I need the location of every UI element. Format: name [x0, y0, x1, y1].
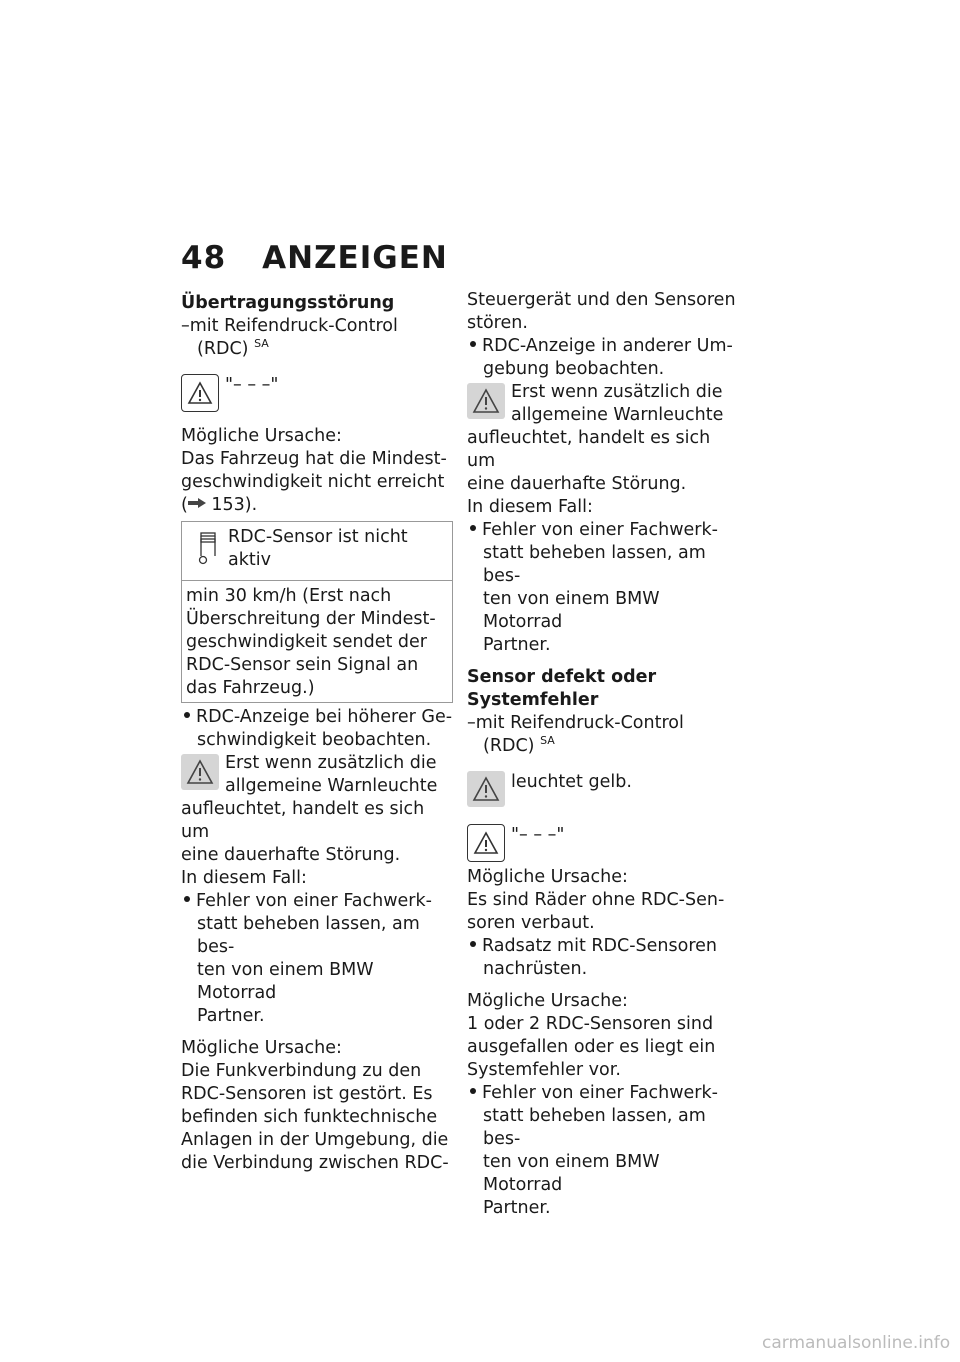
cause-text: Anlagen in der Umgebung, die	[181, 1130, 449, 1150]
list-item-cont: gebung beobachten.	[483, 359, 665, 379]
section-heading: Systemfehler	[467, 690, 599, 710]
cause-text: Das Fahrzeug hat die Mindest-	[181, 449, 447, 469]
option-note	[181, 315, 453, 338]
bullet-dot	[184, 896, 190, 902]
arrow-right-icon	[188, 498, 206, 508]
in-case-label: In diesem Fall:	[181, 868, 307, 888]
list-item-cont: statt beheben lassen, am bes-	[483, 1106, 706, 1149]
bullet-text: RDC-Anzeige bei höherer Ge-	[196, 707, 453, 727]
cause-text: Systemfehler vor.	[467, 1060, 621, 1080]
display-row	[181, 374, 453, 412]
list-item-cont: statt beheben lassen, am bes-	[483, 543, 706, 586]
right-column	[467, 289, 739, 1220]
cause-label: Mögliche Ursache:	[467, 867, 628, 887]
dash: –	[181, 316, 190, 336]
cause-text: Die Funkverbindung zu den	[181, 1061, 422, 1081]
list-item	[181, 890, 453, 913]
option-note	[467, 712, 739, 735]
bullet-text: Fehler von einer Fachwerk-	[482, 1083, 718, 1103]
note-header	[182, 522, 452, 581]
chapter-title: ANZEIGEN	[262, 240, 448, 276]
warning-triangle-icon	[467, 383, 505, 419]
tire-sensor-icon	[188, 526, 228, 572]
list-item	[467, 1082, 739, 1105]
display-row	[467, 824, 739, 862]
note-line: Überschreitung der Mindest-	[186, 609, 436, 629]
bullet-text: Radsatz mit RDC-Sensoren	[482, 936, 718, 956]
warning-text: eine dauerhafte Störung.	[181, 845, 401, 865]
note-line: RDC-Sensor sein Signal an	[186, 655, 419, 675]
warning-text: allgemeine Warnleuchte	[511, 405, 724, 425]
list-item-cont: ten von einem BMW Motorrad	[483, 1152, 660, 1195]
warning-triangle-icon	[181, 374, 219, 412]
cause-text: stören.	[467, 313, 528, 333]
warning-triangle-icon	[467, 824, 505, 862]
yellow-indicator-row	[467, 771, 739, 807]
cause-text: soren verbaut.	[467, 913, 595, 933]
option-sup: SA	[254, 337, 269, 351]
bullet-dot	[184, 712, 190, 718]
cause-label: Mögliche Ursache:	[181, 1038, 342, 1058]
note-body	[182, 581, 452, 702]
display-text: "– – –"	[225, 375, 279, 395]
bullet-dot	[470, 341, 476, 347]
section-heading: Sensor defekt oder	[467, 667, 657, 687]
list-item-cont: statt beheben lassen, am bes-	[197, 914, 420, 957]
bullet-text: Fehler von einer Fachwerk-	[196, 891, 432, 911]
list-item	[181, 706, 453, 729]
dash: –	[467, 713, 476, 733]
list-item	[467, 935, 739, 958]
bullet-text: RDC-Anzeige in anderer Um-	[482, 336, 733, 356]
option-sup: SA	[540, 734, 555, 748]
option-rdc: (RDC)	[197, 339, 249, 359]
page-reference[interactable]: 153).	[211, 495, 258, 515]
bullet-dot	[470, 941, 476, 947]
list-item-cont: ten von einem BMW Motorrad	[197, 960, 374, 1003]
warning-triangle-icon	[181, 754, 219, 790]
option-text: mit Reifendruck-Control	[189, 316, 398, 336]
cause-text: geschwindigkeit nicht erreicht	[181, 472, 445, 492]
warning-text: aufleuchtet, handelt es sich um	[467, 428, 711, 471]
note-line: geschwindigkeit sendet der	[186, 632, 427, 652]
cause-label: Mögliche Ursache:	[467, 991, 628, 1011]
option-text: mit Reifendruck-Control	[475, 713, 684, 733]
list-item-cont: Partner.	[483, 635, 551, 655]
list-item-cont: Partner.	[197, 1006, 265, 1026]
in-case-label: In diesem Fall:	[467, 497, 593, 517]
warning-triangle-icon	[467, 771, 505, 807]
cause-text: RDC-Sensoren ist gestört. Es	[181, 1084, 433, 1104]
warning-text: aufleuchtet, handelt es sich um	[181, 799, 425, 842]
page-header	[181, 240, 448, 276]
bullet-dot	[470, 525, 476, 531]
note-title: RDC-Sensor ist nicht	[228, 527, 408, 547]
page-number: 48	[181, 240, 227, 276]
cause-text: 1 oder 2 RDC-Sensoren sind	[467, 1014, 714, 1034]
cause-text: ausgefallen oder es liegt ein	[467, 1037, 716, 1057]
list-item	[467, 335, 739, 358]
bullet-text: Fehler von einer Fachwerk-	[482, 520, 718, 540]
note-table	[181, 521, 453, 703]
cause-text: befinden sich funktechnische	[181, 1107, 438, 1127]
section-heading: Übertragungsstörung	[181, 293, 395, 313]
list-item-cont: Partner.	[483, 1198, 551, 1218]
indicator-text: leuchtet gelb.	[511, 772, 632, 792]
list-item-cont: ten von einem BMW Motorrad	[483, 589, 660, 632]
watermark: carmanualsonline.info	[762, 1333, 951, 1353]
list-item	[467, 519, 739, 542]
warning-text: Erst wenn zusätzlich die	[511, 382, 723, 402]
warning-note	[181, 752, 453, 867]
option-note-line2	[181, 338, 453, 361]
option-note-line2	[467, 735, 739, 758]
bullet-dot	[470, 1088, 476, 1094]
warning-text: Erst wenn zusätzlich die	[225, 753, 437, 773]
note-line: min 30 km/h (Erst nach	[186, 586, 392, 606]
left-column	[181, 292, 453, 1175]
list-item-cont: nachrüsten.	[483, 959, 588, 979]
cause-text	[181, 494, 453, 517]
cause-text: Steuergerät und den Sensoren	[467, 290, 736, 310]
note-title: aktiv	[228, 550, 271, 570]
paren: (	[181, 495, 188, 515]
warning-text: allgemeine Warnleuchte	[225, 776, 438, 796]
warning-text: eine dauerhafte Störung.	[467, 474, 687, 494]
list-item-cont: schwindigkeit beobachten.	[197, 730, 432, 750]
option-rdc: (RDC)	[483, 736, 535, 756]
note-line: das Fahrzeug.)	[186, 678, 315, 698]
cause-label: Mögliche Ursache:	[181, 426, 342, 446]
display-text: "– – –"	[511, 825, 565, 845]
warning-note	[467, 381, 739, 496]
cause-text: Es sind Räder ohne RDC-Sen-	[467, 890, 725, 910]
cause-text: die Verbindung zwischen RDC-	[181, 1153, 449, 1173]
